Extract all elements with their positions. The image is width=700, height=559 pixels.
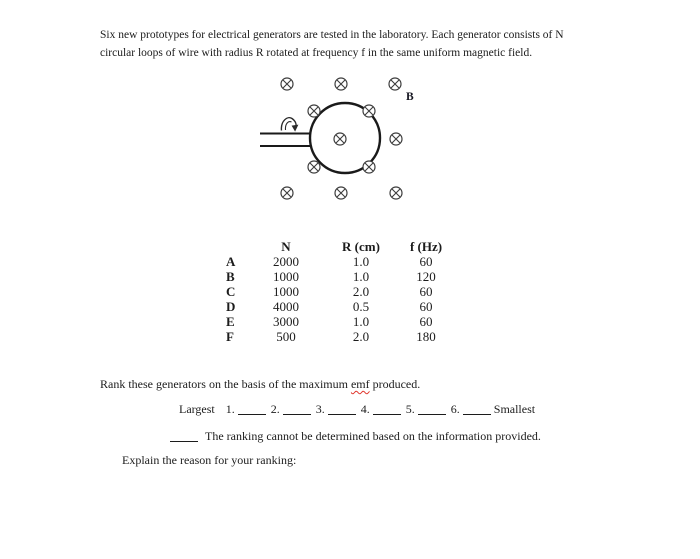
cell-n: 1000 [273, 284, 299, 299]
rank-number-1: 1. [225, 402, 235, 416]
cell-f: 60 [419, 254, 433, 269]
cell-f: 60 [419, 284, 433, 299]
cannot-determine-text: The ranking cannot be determined based on the information provided. [205, 429, 541, 443]
rank-prompt-before: Rank these generators on the basis of the maximum [100, 377, 351, 391]
field-into-page-icon [281, 78, 293, 90]
cell-n: 500 [276, 329, 296, 344]
cell-n: 4000 [273, 299, 299, 314]
col-header-f: f (Hz) [409, 239, 443, 254]
generator-table [222, 239, 446, 344]
table-header-row [222, 239, 446, 254]
problem-statement [100, 27, 564, 62]
cell-f: 60 [419, 299, 433, 314]
rank-blank-5 [418, 402, 446, 415]
field-into-page-icon [281, 187, 293, 199]
table-row [222, 314, 446, 329]
rank-number-6: 6. [450, 402, 460, 416]
col-header-n: N [281, 239, 291, 254]
row-label: A [226, 254, 236, 269]
axle [260, 134, 311, 147]
table-row [222, 329, 446, 344]
field-into-page-icon [334, 133, 346, 145]
cell-r: 2.0 [352, 284, 370, 299]
cell-f: 60 [419, 314, 433, 329]
rank-blank-1 [238, 402, 266, 415]
row-label: D [226, 299, 236, 314]
field-into-page-icon [335, 187, 347, 199]
rotation-arrow-icon [281, 118, 298, 132]
field-into-page-icon [363, 105, 375, 117]
field-into-page-icon [335, 78, 347, 90]
cell-n: 2000 [273, 254, 299, 269]
rank-number-4: 4. [360, 402, 370, 416]
generator-diagram [255, 68, 435, 208]
field-label: B [406, 91, 414, 103]
cell-f: 180 [416, 329, 436, 344]
cell-n: 3000 [273, 314, 299, 329]
row-label: C [226, 284, 236, 299]
rank-blank-3 [328, 402, 356, 415]
table-row [222, 269, 446, 284]
cell-r: 1.0 [352, 314, 370, 329]
cell-r: 2.0 [352, 329, 370, 344]
rank-blank-2 [283, 402, 311, 415]
field-into-page-icon [390, 133, 402, 145]
rank-blank-4 [373, 402, 401, 415]
rank-number-5: 5. [405, 402, 415, 416]
field-into-page-icon [363, 161, 375, 173]
field-into-page-icon [308, 161, 320, 173]
cell-r: 0.5 [352, 299, 370, 314]
cell-f: 120 [416, 269, 436, 284]
field-into-page-icon [308, 105, 320, 117]
col-header-blank [222, 239, 256, 254]
table-row [222, 299, 446, 314]
table-row [222, 254, 446, 269]
ranking-blanks-row [179, 402, 535, 417]
row-label: B [226, 269, 235, 284]
problem-statement-line-1: Six new prototypes for electrical generators are tested in the laboratory. Each generator consists of N [100, 29, 564, 41]
row-label: E [226, 314, 235, 329]
field-into-page-icon [389, 78, 401, 90]
rank-number-2: 2. [270, 402, 280, 416]
rank-number-3: 3. [315, 402, 325, 416]
table-row [222, 284, 446, 299]
rank-prompt [100, 377, 420, 392]
cell-r: 1.0 [352, 269, 370, 284]
explain-prompt: Explain the reason for your ranking: [122, 453, 297, 467]
smallest-label: Smallest [493, 402, 536, 416]
cell-n: 1000 [273, 269, 299, 284]
cannot-determine-blank [170, 429, 198, 442]
cannot-determine-row [170, 429, 541, 444]
cell-r: 1.0 [352, 254, 370, 269]
col-header-r: R (cm) [342, 239, 380, 254]
row-label: F [226, 329, 234, 344]
largest-label: Largest [179, 402, 215, 416]
rank-blank-6 [463, 402, 491, 415]
field-into-page-icon [390, 187, 402, 199]
problem-statement-line-2: circular loops of wire with radius R rotated at frequency f in the same uniform magnetic field. [100, 46, 533, 59]
emf-word-spellcheck: emf [350, 377, 370, 391]
rank-prompt-after: produced. [369, 377, 421, 391]
